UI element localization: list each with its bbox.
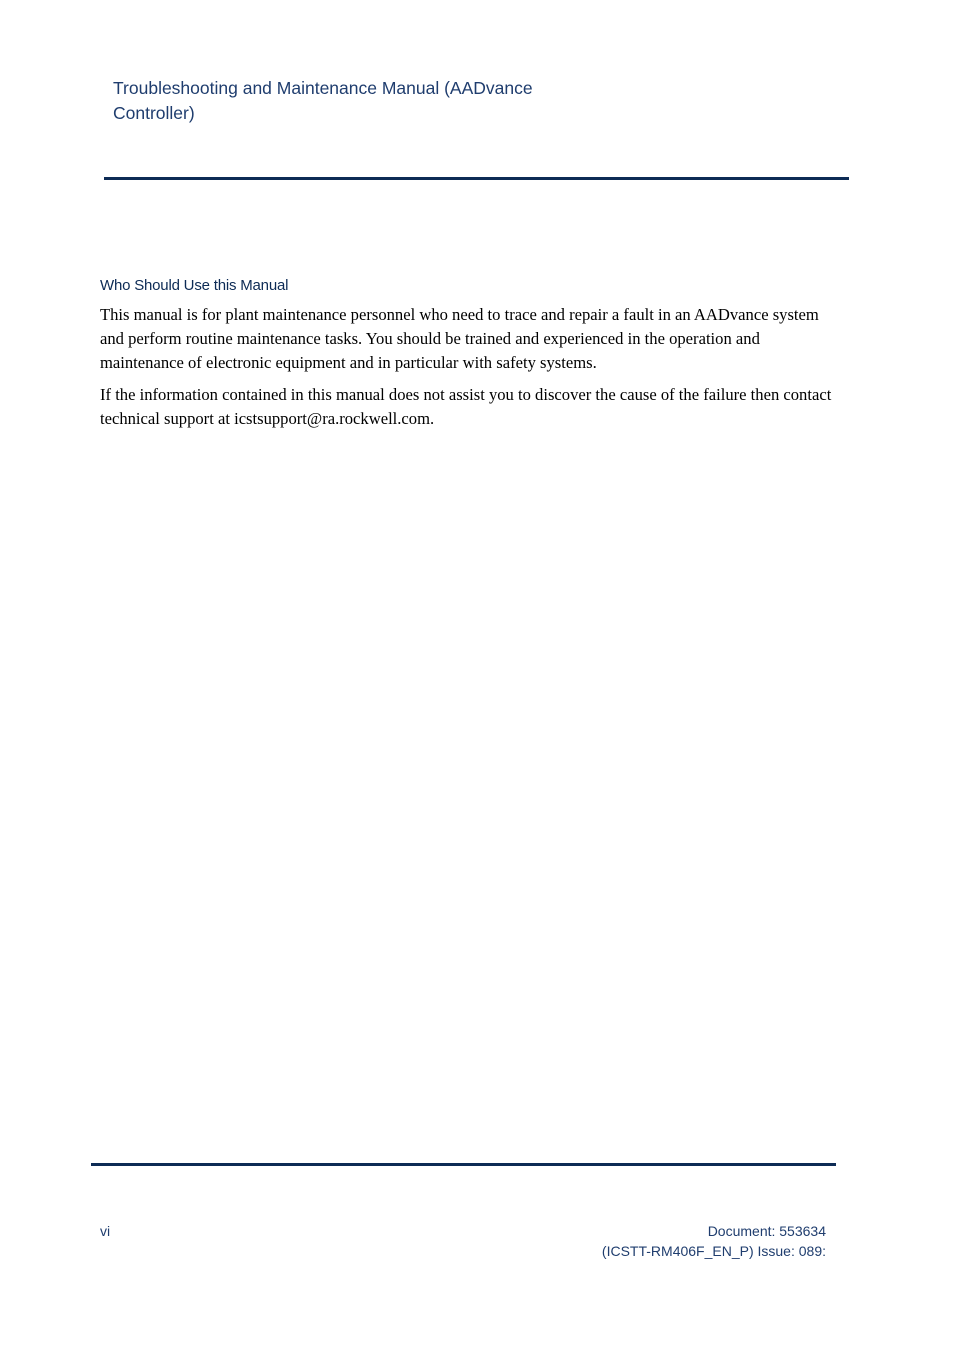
header-divider [104,177,849,180]
header-title-line-1: Troubleshooting and Maintenance Manual (AADvance [113,78,533,98]
page-number: vi [100,1223,111,1239]
header-title [113,76,583,126]
document-number: Document: 553634 [707,1223,826,1239]
section-heading: Who Should Use this Manual [100,277,289,294]
paragraph-intended-audience: This manual is for plant maintenance personnel who need to trace and repair a fault in an AADvance system and perform routine maintenance tasks. You should be trained and experienced in the operation and maintenance of electronic equipment and in particular with safety systems. [100,305,819,372]
document-issue: (ICSTT-RM406F_EN_P) Issue: 089: [601,1243,826,1259]
paragraph-technical-support: If the information contained in this manual does not assist you to discover the cause of the failure then contact technical support at icstsupport@ra.rockwell.com. [100,385,832,428]
document-reference [602,1221,826,1261]
footer-divider [91,1163,836,1166]
header-title-line-2: Controller) [113,103,195,123]
